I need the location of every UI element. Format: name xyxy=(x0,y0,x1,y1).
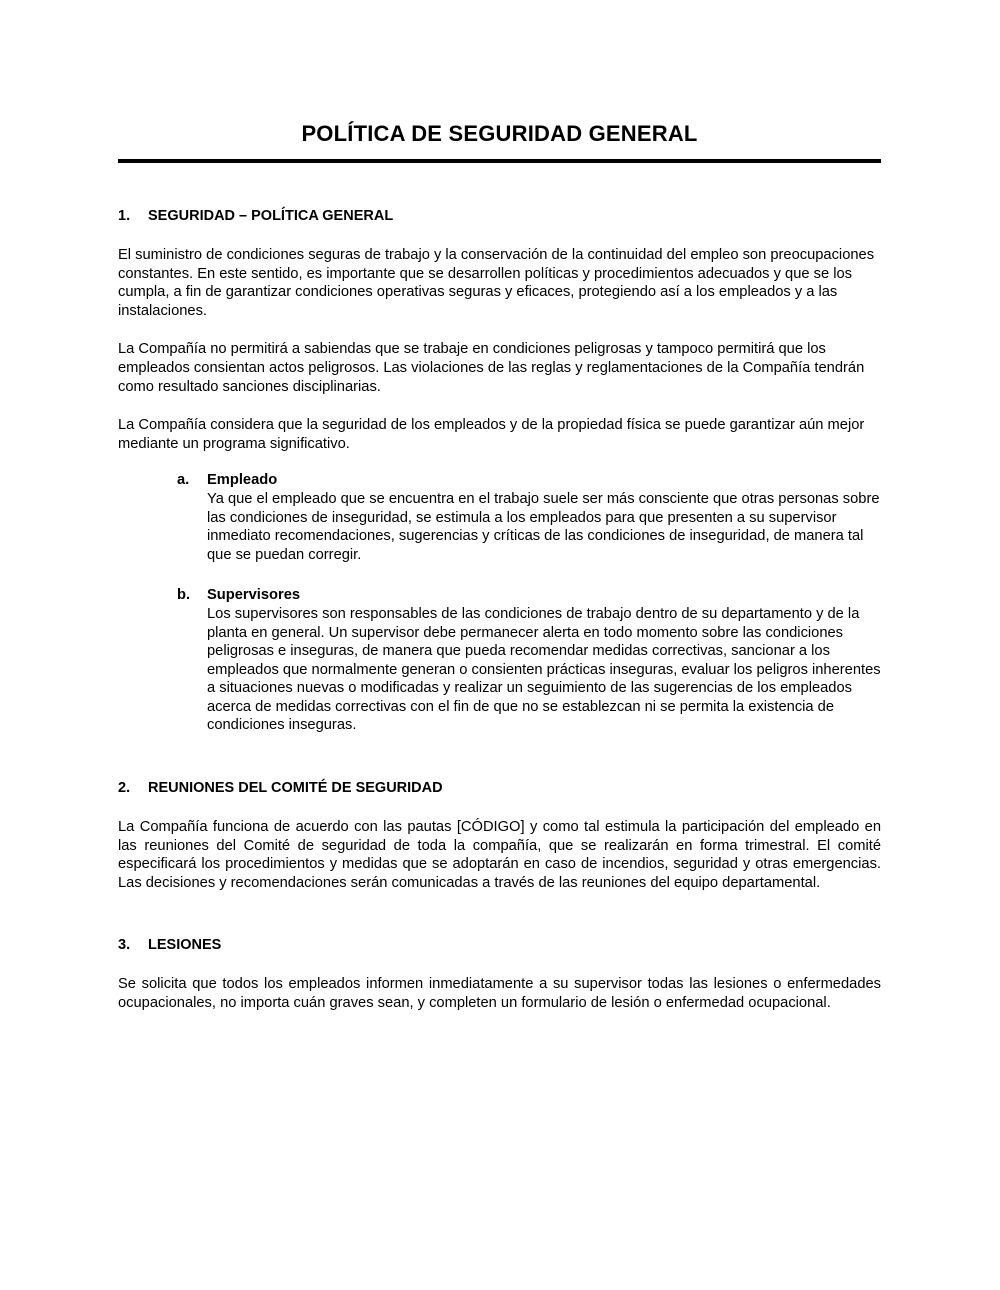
section-heading xyxy=(118,936,881,955)
section-number: 3. xyxy=(118,937,131,954)
list-item-text: Los supervisores son responsables de las condiciones de trabajo dentro de su departamento y de la planta en general. Un supervisor debe permanecer alerta en todo momento sobre las condiciones peligrosas e inseguras, de manera que pueda recomendar medidas correctivas, sancionar a los empleados que normalmente generan o consienten prácticas inseguras, evaluar los peligros inherentes a situaciones nuevas o modificadas y realizar un seguimiento de las sugerencias de los empleados acerca de medidas correctivas con el fin de que no se establezcan ni se permita la existencia de condiciones inseguras. xyxy=(207,605,881,734)
list-item-text: Ya que el empleado que se encuentra en el trabajo suele ser más consciente que otras personas sobre las condiciones de inseguridad, se estimula a los empleados para que presenten a su supervisor inmediato recomendaciones, sugerencias y críticas de las condiciones de inseguridad, de manera tal que se puedan corregir. xyxy=(207,490,880,563)
paragraph: La Compañía no permitirá a sabiendas que se trabaje en condiciones peligrosas y tampoco permitirá que los empleados consientan actos peligrosos. Las violaciones de las reglas y reglamentaciones de la Compañía tendrán como resultado sanciones disciplinarias. xyxy=(118,341,865,395)
paragraph: Se solicita que todos los empleados informen inmediatamente a su supervisor todas las lesiones o enfermedades ocupacionales, no importa cuán graves sean, y completen un formulario de lesión o enfermedad ocupacional. xyxy=(118,976,881,1012)
list-item-letter: a. xyxy=(177,472,190,489)
list-item-letter: b. xyxy=(177,587,191,604)
list-item-title: Supervisores xyxy=(207,587,301,604)
section-reuniones-comite xyxy=(118,779,881,892)
section-heading-text: SEGURIDAD – POLÍTICA GENERAL xyxy=(148,208,394,224)
section-number: 2. xyxy=(118,780,131,797)
list-item-body xyxy=(207,471,881,564)
document-title: POLÍTICA DE SEGURIDAD GENERAL xyxy=(301,121,698,146)
list-item-title: Empleado xyxy=(207,472,278,489)
section-heading xyxy=(118,779,881,798)
section-heading-text: LESIONES xyxy=(148,937,222,954)
list-item-supervisores xyxy=(177,586,881,735)
paragraph: El suministro de condiciones seguras de trabajo y la conservación de la continuidad del empleo son preocupaciones constantes. En este sentido, es importante que se desarrollen políticas y procedimientos adecuados y que se los cumpla, a fin de garantizar condiciones operativas seguras y eficaces, protegiendo así a los empleados y a las instalaciones. xyxy=(118,247,875,319)
section-lesiones xyxy=(118,936,881,1012)
paragraph: La Compañía considera que la seguridad de los empleados y de la propiedad física se puede garantizar aún mejor mediante un programa significativo. xyxy=(118,417,865,452)
section-number: 1. xyxy=(118,208,131,224)
title-rule xyxy=(118,159,881,163)
list-item-body xyxy=(207,586,881,735)
section-heading-text: REUNIONES DEL COMITÉ DE SEGURIDAD xyxy=(148,780,443,797)
section-heading xyxy=(118,207,881,226)
section-seguridad-politica-general xyxy=(118,207,881,735)
paragraph: La Compañía funciona de acuerdo con las pautas [CÓDIGO] y como tal estimula la participación del empleado en las reuniones del Comité de seguridad de toda la compañía, que se realizarán en forma trimestral. El comité especificará los procedimientos y medidas que se adoptarán en caso de incendios, seguridad y otras emergencias. Las decisiones y recomendaciones serán comunicadas a través de las reuniones del equipo departamental. xyxy=(118,819,881,891)
list-item-empleado xyxy=(177,471,881,564)
